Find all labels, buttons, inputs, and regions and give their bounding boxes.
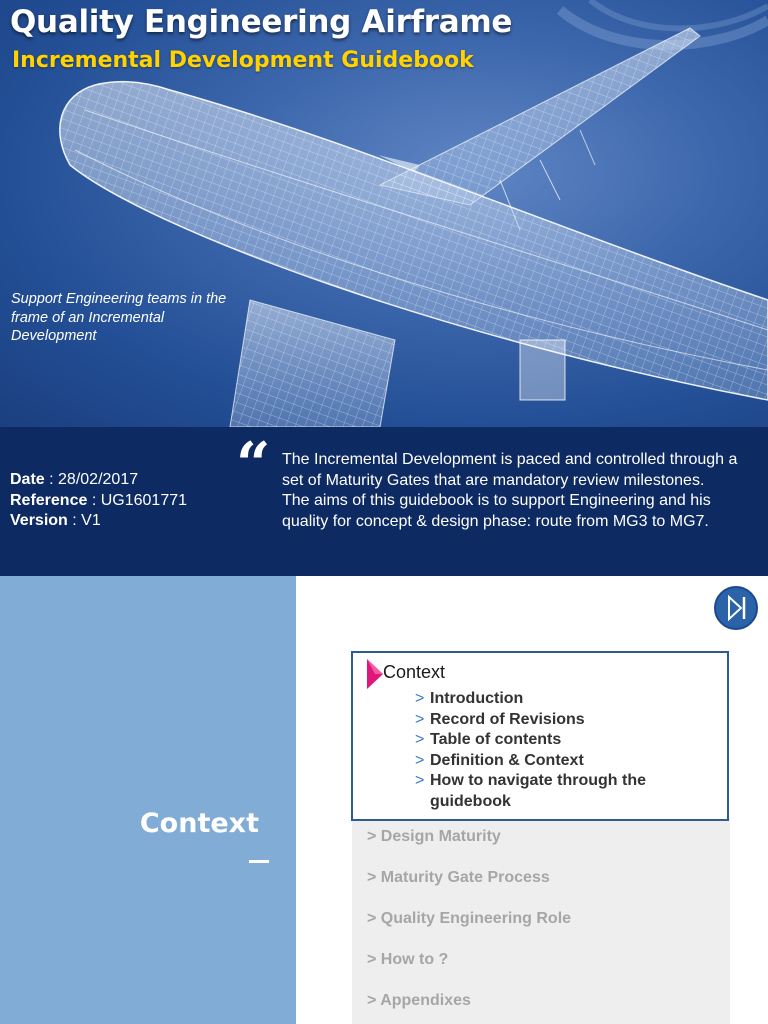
toc-section-maturity-gate-process[interactable]: > Maturity Gate Process [367, 869, 550, 886]
version-row [10, 511, 187, 532]
quote-paragraph-1: The Incremental Development is paced and controlled through a set of Maturity Gates that are mandatory review milestones. [282, 451, 738, 489]
reference-label: Reference [10, 491, 88, 509]
toc-item-introduction[interactable] [415, 689, 715, 710]
toc-current-section[interactable]: Context [383, 662, 446, 682]
toc-item-how-to-navigate[interactable] [415, 771, 715, 812]
document-subtitle: Incremental Development Guidebook [12, 48, 474, 73]
document-info-band [0, 427, 768, 576]
toc-item-definition-context[interactable] [415, 751, 715, 772]
version-label: Version [10, 512, 68, 529]
toc-section-design-maturity[interactable]: > Design Maturity [367, 828, 501, 845]
toc-item-table-of-contents[interactable] [415, 730, 715, 751]
document-title: Quality Engineering Airframe [10, 4, 513, 40]
quote-paragraph-2: The aims of this guidebook is to support Engineering and his quality for concept & design phase: route from MG3 to MG7. [282, 492, 711, 530]
toc-section-appendixes[interactable]: > Appendixes [367, 992, 471, 1009]
reference-row [10, 491, 187, 512]
toc-item-label: Definition & Context [430, 751, 584, 769]
toc-subitems [415, 689, 715, 812]
hero-tagline: Support Engineering teams in the frame of an Incremental Development [11, 291, 227, 344]
toc-item-label: How to navigate through the guidebook [430, 772, 646, 810]
date-label: Date [10, 471, 45, 488]
document-metadata [10, 470, 187, 532]
chevron-right-icon: > [415, 710, 425, 728]
date-value: : 28/02/2017 [49, 471, 139, 488]
next-page-button[interactable] [714, 586, 758, 630]
toc-item-label: Record of Revisions [430, 710, 585, 728]
chevron-right-icon: > [415, 772, 425, 789]
toc-item-label: Introduction [430, 690, 524, 707]
section-title-dash [249, 860, 269, 863]
toc-item-record-of-revisions[interactable] [415, 710, 715, 731]
skip-next-icon [716, 588, 756, 628]
date-row [10, 470, 187, 491]
chevron-right-icon: > [415, 731, 425, 748]
chevron-right-icon: > [415, 690, 425, 707]
active-section-arrow-icon [367, 659, 383, 689]
cover-hero [0, 0, 768, 427]
toc-section-quality-engineering-role[interactable]: > Quality Engineering Role [367, 910, 572, 927]
reference-value: : UG1601771 [91, 491, 188, 509]
toc-item-label: Table of contents [430, 731, 562, 748]
quote-mark-icon: “ [236, 430, 271, 500]
toc-section-how-to[interactable]: > How to ? [367, 951, 449, 968]
toc-active-section [351, 651, 729, 821]
chevron-right-icon: > [415, 751, 425, 769]
section-sidebar [0, 576, 296, 1024]
intro-quote [282, 450, 752, 532]
section-title: Context [139, 808, 259, 839]
version-value: : V1 [72, 512, 101, 529]
